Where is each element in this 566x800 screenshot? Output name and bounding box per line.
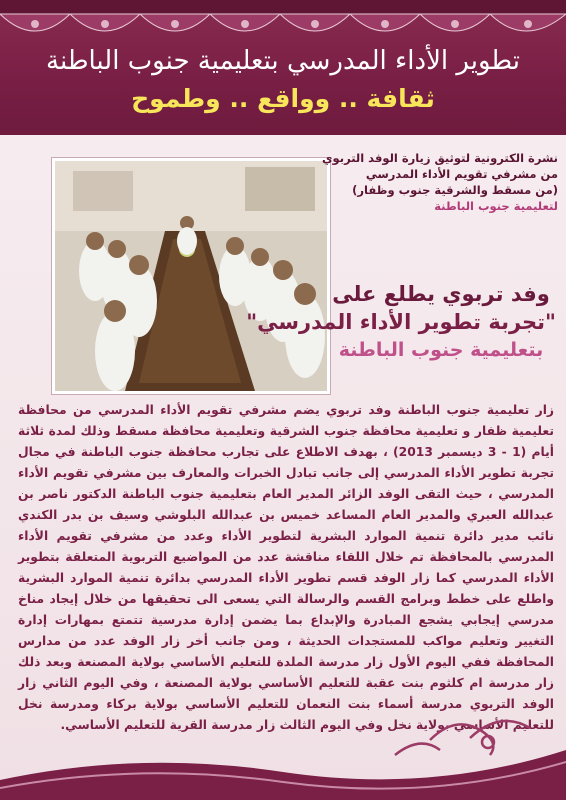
page-title: تطوير الأداء المدرسي بتعليمية جنوب الباطنة: [46, 46, 520, 76]
article-body: [18, 400, 554, 736]
headline-line-2: "تجربة تطوير الأداء المدرسي": [246, 310, 556, 334]
headline-line-3: بتعليمية جنوب الباطنة: [338, 339, 544, 361]
headline-line-1: وفد تربوي يطلع على: [332, 282, 550, 306]
newsletter-line-2: من مشرفي تقويم الأداء المدرسي: [365, 167, 558, 181]
slogan: ثقافة .. وواقع .. وطموح: [131, 84, 435, 113]
newsletter-line-1: نشرة الكترونية لتوثيق زيارة الوفد التربوي: [322, 151, 558, 165]
meeting-photo: [52, 158, 330, 394]
newsletter-line-3: (من مسقط والشرقية جنوب وظفار): [352, 183, 558, 197]
newsletter-line-4: لتعليمية جنوب الباطنة: [434, 199, 558, 213]
meeting-photo-image: [55, 161, 327, 391]
newsletter-info: [322, 150, 558, 214]
footer-ornament: [0, 710, 566, 800]
header-banner: [0, 0, 566, 135]
article-headline: [246, 280, 556, 364]
ornament-arches: [0, 0, 566, 48]
article-paragraph: زار تعليمية جنوب الباطنة وفد تربوي يضم مشرفي تقويم الأداء المدرسي من محافظة تعليمية ظفار و تعليمية محافظة جنوب الشرقية وتعليمية محافظة مسقط وذلك لمدة ثلاثة أيام (1 - 3 ديسمبر 2013) ، بهدف الاطلاع على تجارب محافظة جنوب الباطنة في مجال تجربة تطوير الأداء المدرسي إلى جانب تبادل الخبرات والمعارف بين مشرفي تقويم الأداء المدرسي ، حيث التقى الوفد الزائر المدير العام بتعليمية جنوب الباطنة الدكتور ناصر بن عبدالله العبري والمدير العام المساعد خميس بن عبدالله البلوشي وسيف بن بدر الكندي نائب مدير دائرة تنمية الموارد البشرية لتطوير الأداء وعدد من مشرفي تقويم الأداء المدرسي بالمحافظة تم خلال اللقاء مناقشة عدد من المواضيع التربوية المتعلقة بتطوير الأداء المدرسي كما زار الوفد قسم تطوير الأداء المدرسي بدائرة تنمية الموارد البشرية واطلع على خطط وبرامج القسم والرسالة التي يسعى الى تحقيقها من خلال إيجاد مناخ مدرسي إيجابي يشجع المبادرة والإبداع بما يضمن إدارة مدرسية تتمتع بمهارات إدارة التغيير وتعليم مواكب للمستجدات الحديثة ، ومن جانب أخر زار الوفد عدد من مدارس المحافظة ففي اليوم الأول زار مدرسة الملدة للتعليم الأساسي بولاية المصنعة وبعد ذلك زار مدرسة ام كلثوم بنت عقبة للتعليم الأساسي بولاية المصنعة ، وفي اليوم الثاني زار الوفد التربوي مدرسة أسماء بنت النعمان للتعليم الأساسي بولاية بركاء ومدرسة نخل للتعليم الأساسي بولاية نخل وفي اليوم الثالث زار مدرسة القرية للتعليم الأساسي.: [18, 403, 555, 732]
